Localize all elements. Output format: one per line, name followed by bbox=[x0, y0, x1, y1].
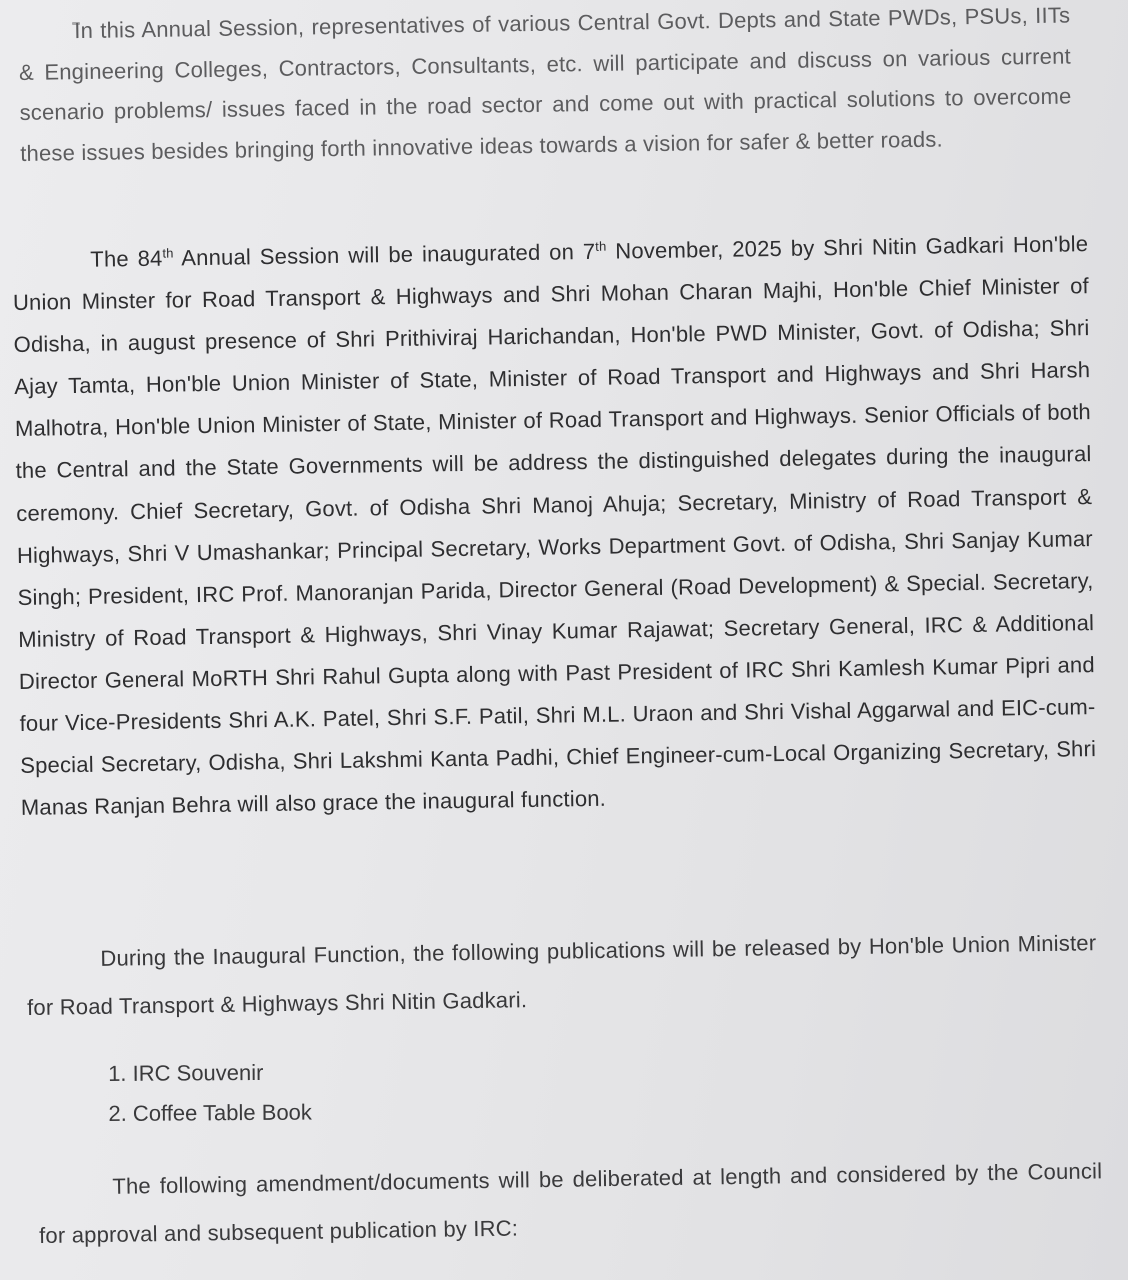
inauguration-text-part-1: The 84 bbox=[90, 245, 163, 272]
publications-list bbox=[108, 1053, 312, 1134]
amendments-intro-paragraph: The following amendment/documents will be deliberated at length and considered by the Council for approval and subsequent publication by IRC: bbox=[38, 1158, 1103, 1248]
inauguration-text-part-2: Annual Session will be inaugurated on 7 bbox=[173, 238, 596, 271]
inauguration-text-part-3: November, 2025 by Shri Nitin Gadkari Hon'ble Union Minster for Road Transport & Highways and Shri Mohan Charan Majhi, Hon'ble Chief Minister of Odisha, in august presence of Shri Prithiviraj Harichandan, Hon'ble PWD Minister, Govt. of Odisha; Shri Ajay Tamta, Hon'ble Union Minister of State, Minister of Road Transport and Highways and Shri Harsh Malhotra, Hon'ble Union Minister of State, Minister of Road Transport and Highways. Senior Officials of both the Central and the State Governments will be address the distinguished delegates during the inaugural ceremony. Chief Secretary, Govt. of Odisha Shri Manoj Ahuja; Secretary, Ministry of Road Transport & Highways, Shri V Umashankar; Principal Secretary, Works Department Govt. of Odisha, Shri Sanjay Kumar Singh; President, IRC Prof. Manoranjan Parida, Director General (Road Development) & Special. Secretary, Ministry of Road Transport & Highways, Shri Vinay Kumar Rajawat; Secretary General, IRC & Additional Director General MoRTH Shri Rahul Gupta along with Past President of IRC Shri Kamlesh Kumar Pipri and four Vice-Presidents Shri A.K. Patel, Shri S.F. Patil, Shri M.L. Uraon and Shri Vishal Aggarwal and EIC-cum-Special Secretary, Odisha, Shri Lakshmi Kanta Padhi, Chief Engineer-cum-Local Organizing Secretary, Shri Manas Ranjan Behra will also grace the inaugural function. bbox=[12, 231, 1097, 821]
ordinal-superscript-7th: th bbox=[595, 238, 607, 254]
publication-item-irc-souvenir: 1. IRC Souvenir bbox=[108, 1059, 264, 1086]
inauguration-paragraph bbox=[12, 223, 1097, 829]
annual-session-participants-paragraph: In this Annual Session, representatives of various Central Govt. Depts and State PWDs, PSUs, IITs & Engineering Colleges, Contractors, Consultants, etc. will participate and discuss on various current scenario problems/ issues faced in the road sector and come out with practical solutions to overcome these issues besides bringing forth innovative ideas towards a vision for safer & better roads. bbox=[18, 2, 1072, 166]
publication-item-coffee-table-book: 2. Coffee Table Book bbox=[108, 1099, 312, 1126]
ordinal-superscript-84th: th bbox=[162, 245, 174, 261]
publications-intro-paragraph: During the Inaugural Function, the following publications will be released by Hon'ble Union Minister for Road Transport & Highways Shri Nitin Gadkari. bbox=[26, 930, 1097, 1020]
